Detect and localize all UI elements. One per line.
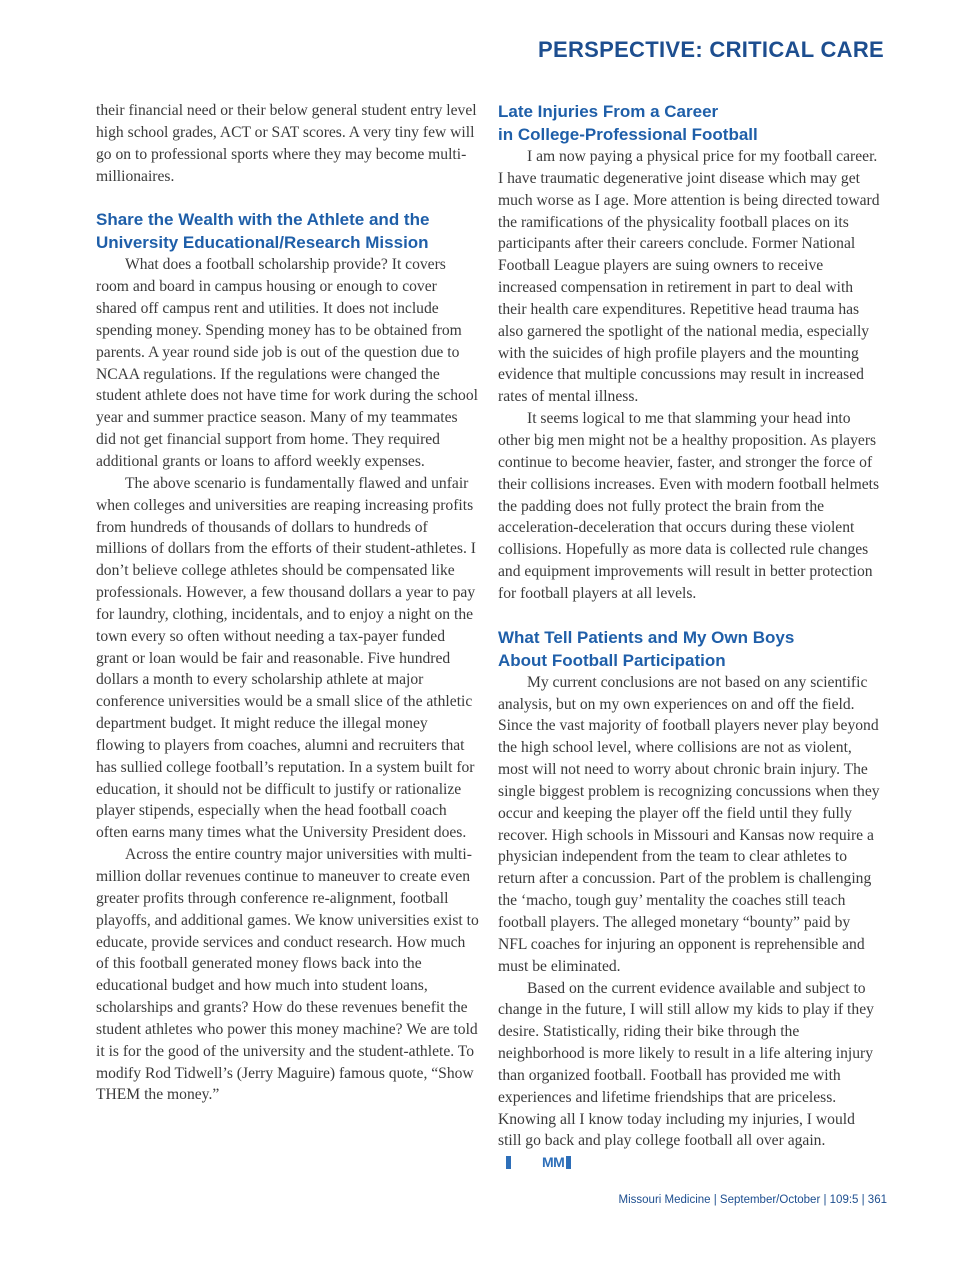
heading-tell-patients	[498, 626, 882, 672]
heading-late-injuries	[498, 100, 882, 146]
page-footer: Missouri Medicine | September/October | 109:5 | 361	[618, 1194, 887, 1206]
left-column	[96, 100, 480, 1106]
heading-late-line1: Late Injuries From a Career	[498, 102, 719, 121]
heading-late-line2: in College-Professional Football	[498, 125, 758, 144]
paragraph-logical: It seems logical to me that slamming your head into other big men might not be a healthy proposition. As players continue to become heavier, faster, and stronger the force of their collisions increases. Even with modern football helmets the padding does not fully protect the brain from the acceleration-deceleration that occurs during these violent collisions. Hopefully as more data is collected rule changes and equipment improvements will result in better protection for football players at all levels.	[498, 410, 880, 602]
paragraph-evidence	[498, 978, 882, 1175]
paragraph-country: Across the entire country major universities with multi-million dollar revenues continue to maneuver to create even greater profits through conference re-alignment, football playoffs, and additional games. We know universities exist to educate, provide services and conduct research. How much of this football generated money flows back into the educational budget and how much into student loans, scholarships and grants? How do these revenues benefit the student athletes who power this money machine? We are told it is for the good of the university and the student-athlete. To modify Rod Tidwell’s (Jerry Maguire) famous quote, “Show THEM the money.”	[96, 846, 479, 1104]
paragraph-intro: their financial need or their below general student entry level high school grades, ACT or SAT scores. A very tiny few will go on to professional sports where they may become multi-millionaires.	[96, 102, 477, 185]
section-title: PERSPECTIVE: CRITICAL CARE	[538, 37, 884, 62]
right-column	[498, 100, 882, 1174]
heading-share-wealth	[96, 208, 480, 254]
heading-share-line1: Share the Wealth with the Athlete and the	[96, 210, 430, 230]
paragraph-scholarship: What does a football scholarship provide? It covers room and board in campus housing or enough to cover shared off campus rent and utilities. It does not include spending money. Spending money has to be obtained from parents. A year round side job is out of the question due to NCAA regulations. If the regulations were changed the student athlete does not have time for work during the school year and summer practice season. Many of my teammates did not get financial support from home. They required additional grants or loans to afford weekly expenses.	[96, 256, 478, 470]
paragraph-physical-price: I am now paying a physical price for my football career. I have traumatic degenerative joint disease which may get much worse as I age. More attention is being directed toward the ramifications of the physicality football places on its participants after their careers conclude. Former National Football League players are suing owners to receive increased compensation in retirement in part to deal with their health care expenditures. Repetitive head trauma has also garnered the spotlight of the national media, especially with the suicides of high profile players and the mounting evidence that multiple concussions may result in increased rates of mental illness.	[498, 148, 880, 406]
heading-tell-line2: About Football Participation	[498, 650, 726, 670]
paragraph-scenario: The above scenario is fundamentally flawed and unfair when colleges and universities are reaping increasing profits from hundreds of thousands of dollars to hundreds of millions of dollars from the efforts of their student-athletes. I don’t believe college athletes should be compensated like professionals. However, a few thousand dollars a year to pay for laundry, clothing, incidentals, and to enjoy a night on the town every so often without needing a tax-payer funded grant or loan would be fair and reasonable. Five hundred dollars a month to every scholarship athlete at major conference universities would be a small slice of the athletic department budget. It might reduce the illegal money flowing to players from coaches, alumni and recruiters that has sullied college football’s reputation. In a system built for education, it should not be difficult to justify or rationalize player stipends, especially when the head football coach often earns many times what the University President does.	[96, 474, 476, 842]
paragraph-conclusions: My current conclusions are not based on any scientific analysis, but on my own experiences on and off the field. Since the vast majority of football players never play beyond the high school level, where collisions are not as violent, most will not need to worry about chronic brain injury. The single biggest problem is recognizing concussions when they occur and keeping the player off the field until they fully recover. High schools in Missouri and Kansas now require a physician independent from the team to clear athletes to return after a concussion. Part of the problem is challenging the ‘macho, tough guy’ mentality the coaches still teach football players. The alleged monetary “bounty” paid by NFL coaches for injuring an opponent is reprehensible and must be eliminated.	[498, 673, 880, 975]
heading-share-line2: University Educational/Research Mission	[96, 233, 429, 253]
mm-end-logo-icon: MM	[506, 1156, 571, 1169]
heading-tell-line1: What Tell Patients and My Own Boys	[498, 627, 795, 647]
paragraph-evidence-text: Based on the current evidence available and subject to change in the future, I will still allow my kids to play if they desire. Statistically, riding their bike through the neighborhood is more likely to result in a life altering injury than organized football. Football has provided me with experiences and lifetime friendships that are priceless. Knowing all I know today including my injuries, I would still go back and play college football all over again.	[498, 979, 874, 1150]
